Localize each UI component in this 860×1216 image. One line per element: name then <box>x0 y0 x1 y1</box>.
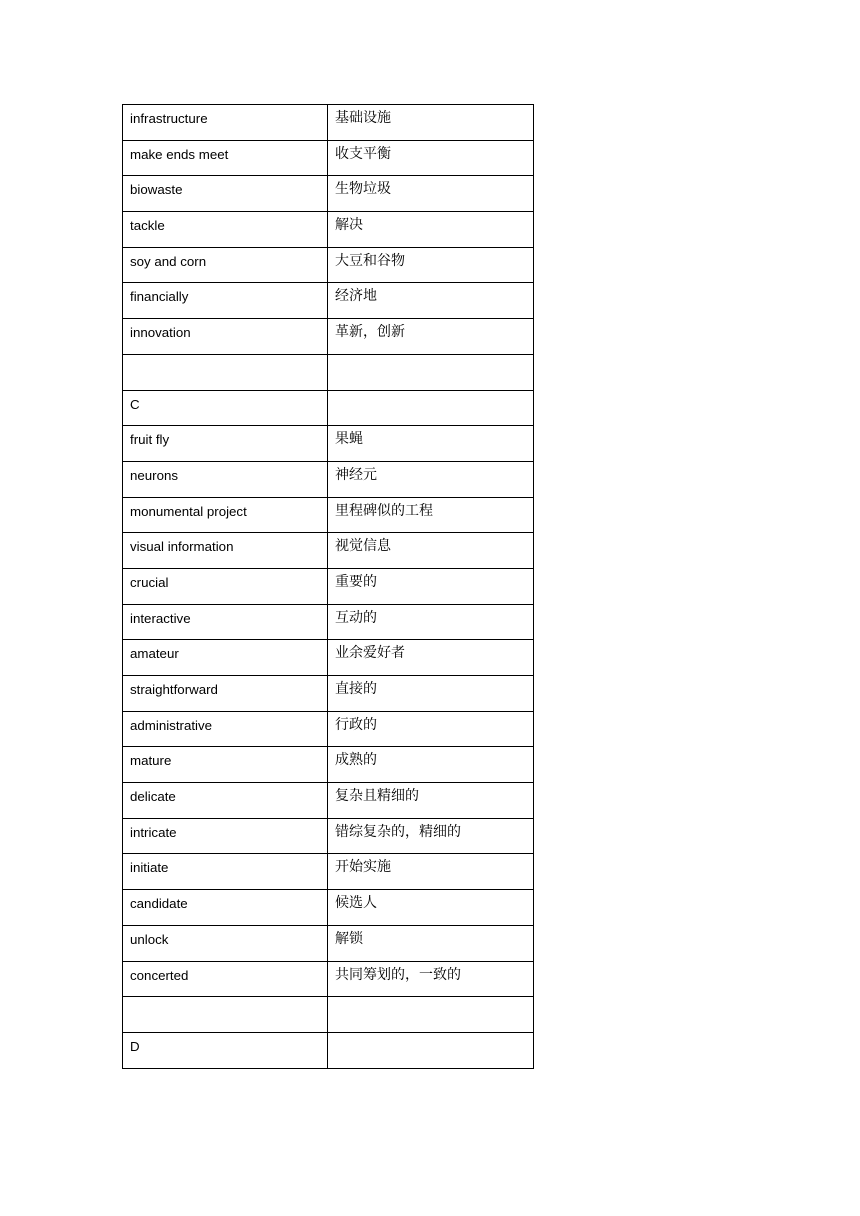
chinese-translation <box>328 997 534 1033</box>
english-term: initiate <box>123 854 328 890</box>
english-term: concerted <box>123 961 328 997</box>
chinese-translation: 果蝇 <box>328 426 534 462</box>
chinese-translation <box>328 354 534 390</box>
table-row <box>123 604 534 640</box>
table-row <box>123 640 534 676</box>
table-row <box>123 212 534 248</box>
section-header-row <box>123 390 534 426</box>
chinese-translation: 行政的 <box>328 711 534 747</box>
table-row <box>123 568 534 604</box>
english-term: innovation <box>123 319 328 355</box>
chinese-translation: 互动的 <box>328 604 534 640</box>
english-term: intricate <box>123 818 328 854</box>
chinese-translation: 业余爱好者 <box>328 640 534 676</box>
table-row <box>123 818 534 854</box>
vocabulary-table-body <box>123 105 534 1069</box>
english-term: unlock <box>123 925 328 961</box>
chinese-translation: 视觉信息 <box>328 533 534 569</box>
chinese-translation <box>328 1032 534 1068</box>
table-row <box>123 247 534 283</box>
chinese-translation: 里程碑似的工程 <box>328 497 534 533</box>
english-term: interactive <box>123 604 328 640</box>
table-row-empty <box>123 354 534 390</box>
table-row-empty <box>123 997 534 1033</box>
table-row <box>123 676 534 712</box>
english-term: administrative <box>123 711 328 747</box>
english-term: fruit fly <box>123 426 328 462</box>
english-term: biowaste <box>123 176 328 212</box>
table-row <box>123 890 534 926</box>
english-term <box>123 997 328 1033</box>
english-term: delicate <box>123 783 328 819</box>
table-row <box>123 176 534 212</box>
table-row <box>123 925 534 961</box>
chinese-translation <box>328 390 534 426</box>
chinese-translation: 直接的 <box>328 676 534 712</box>
chinese-translation: 共同筹划的，一致的 <box>328 961 534 997</box>
table-row <box>123 319 534 355</box>
english-term: monumental project <box>123 497 328 533</box>
table-row <box>123 854 534 890</box>
section-letter: C <box>123 390 328 426</box>
section-header-row <box>123 1032 534 1068</box>
chinese-translation: 生物垃圾 <box>328 176 534 212</box>
chinese-translation: 神经元 <box>328 461 534 497</box>
english-term: mature <box>123 747 328 783</box>
chinese-translation: 复杂且精细的 <box>328 783 534 819</box>
table-row <box>123 461 534 497</box>
chinese-translation: 解锁 <box>328 925 534 961</box>
chinese-translation: 重要的 <box>328 568 534 604</box>
english-term: straightforward <box>123 676 328 712</box>
english-term: make ends meet <box>123 140 328 176</box>
section-letter: D <box>123 1032 328 1068</box>
chinese-translation: 大豆和谷物 <box>328 247 534 283</box>
table-row <box>123 283 534 319</box>
table-row <box>123 961 534 997</box>
english-term: infrastructure <box>123 105 328 141</box>
chinese-translation: 开始实施 <box>328 854 534 890</box>
chinese-translation: 解决 <box>328 212 534 248</box>
english-term: tackle <box>123 212 328 248</box>
english-term: candidate <box>123 890 328 926</box>
english-term: financially <box>123 283 328 319</box>
table-row <box>123 783 534 819</box>
table-row <box>123 711 534 747</box>
chinese-translation: 革新，创新 <box>328 319 534 355</box>
english-term: neurons <box>123 461 328 497</box>
english-term: amateur <box>123 640 328 676</box>
table-row <box>123 426 534 462</box>
chinese-translation: 收支平衡 <box>328 140 534 176</box>
chinese-translation: 候选人 <box>328 890 534 926</box>
table-row <box>123 533 534 569</box>
english-term <box>123 354 328 390</box>
table-row <box>123 497 534 533</box>
table-row <box>123 105 534 141</box>
vocabulary-table <box>122 104 534 1069</box>
english-term: soy and corn <box>123 247 328 283</box>
table-row <box>123 747 534 783</box>
chinese-translation: 基础设施 <box>328 105 534 141</box>
english-term: visual information <box>123 533 328 569</box>
chinese-translation: 成熟的 <box>328 747 534 783</box>
english-term: crucial <box>123 568 328 604</box>
table-row <box>123 140 534 176</box>
chinese-translation: 经济地 <box>328 283 534 319</box>
chinese-translation: 错综复杂的，精细的 <box>328 818 534 854</box>
